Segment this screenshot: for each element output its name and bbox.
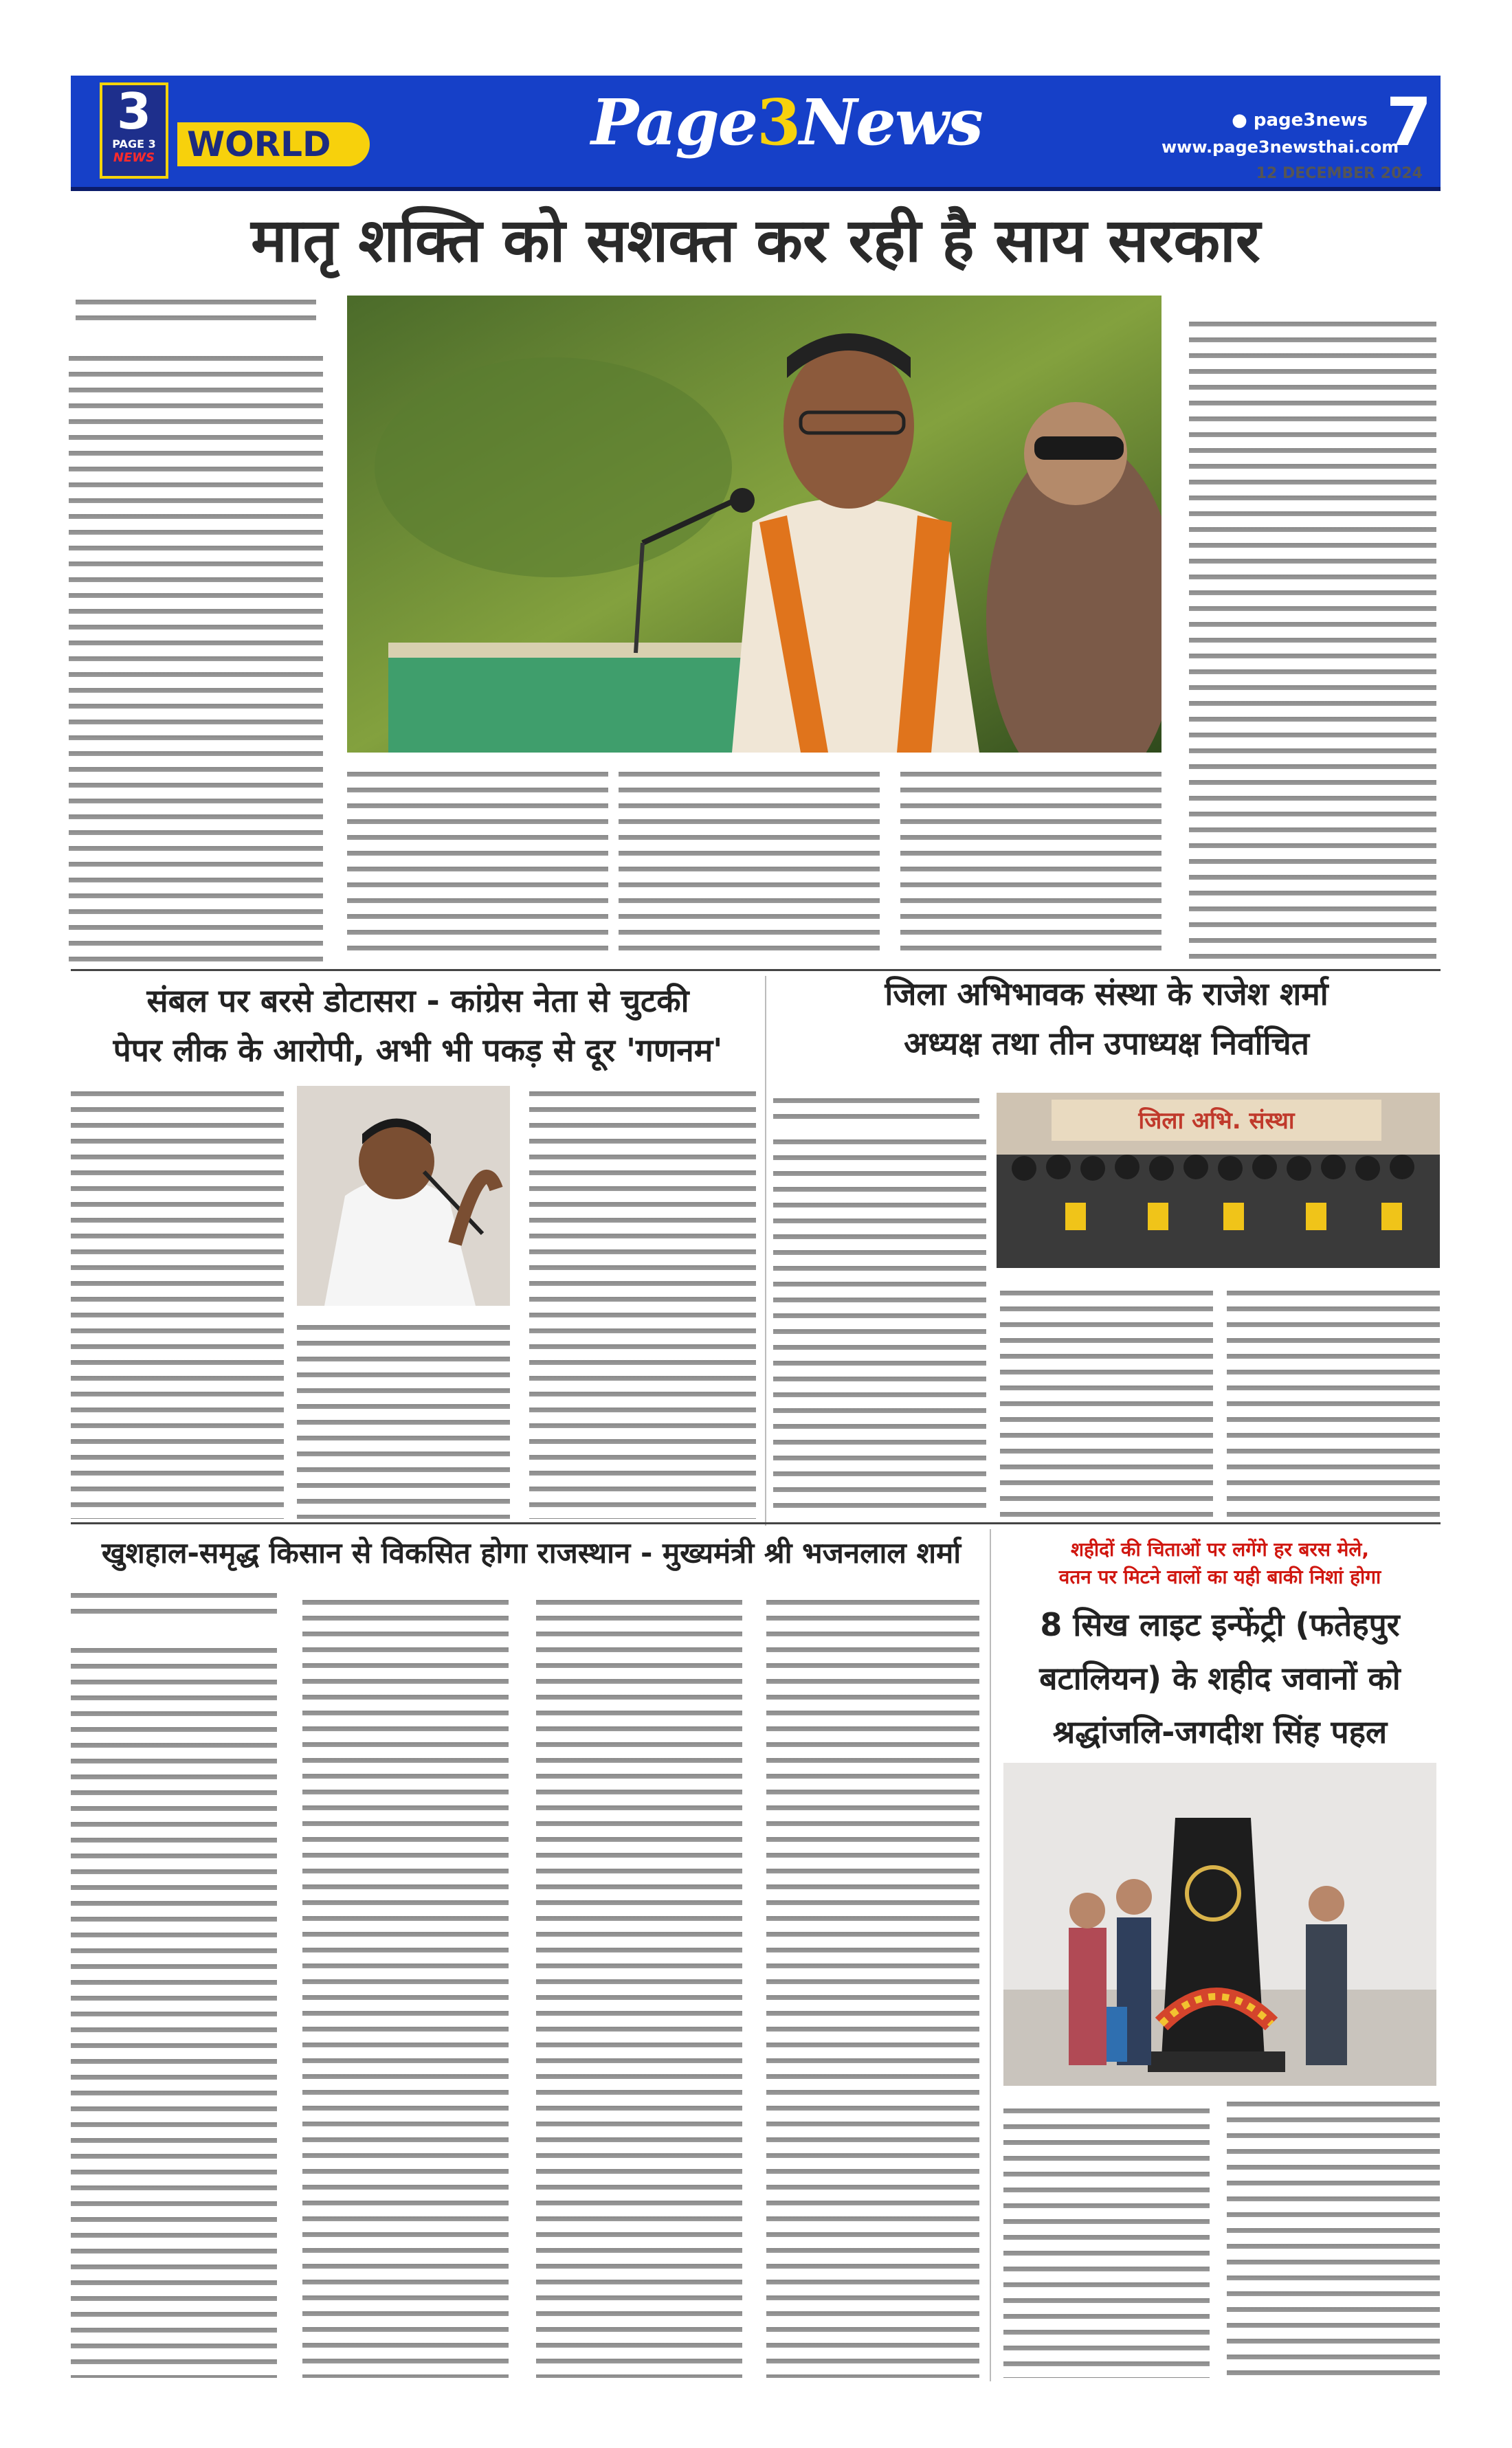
- bottom-left-column-3: [536, 1594, 742, 2378]
- lead-column-5: [1189, 316, 1436, 962]
- story-right-byline: [773, 1093, 979, 1120]
- story-right-headline-line1: जिला अभिभावक संस्था के राजेश शर्मा: [885, 975, 1328, 1012]
- issue-date: 12 DECEMBER 2024: [1256, 165, 1423, 182]
- website-url: www.page3newsthai.com: [1161, 137, 1399, 157]
- logo-sub2: NEWS: [113, 151, 155, 165]
- story-bottom-right-kicker: [1000, 1536, 1440, 1591]
- logo-number: 3: [116, 82, 152, 140]
- lead-column-2: [347, 766, 608, 959]
- story-bottom-left-byline: [71, 1588, 277, 1622]
- story-left-headline: [71, 976, 765, 1075]
- story-bottom-right-headline-line1: 8 सिख लाइट इन्फेंट्री (फतेहपुर: [1040, 1606, 1400, 1643]
- story-right-headline: [773, 969, 1440, 1068]
- story-bottom-right-headline: [1000, 1598, 1440, 1759]
- kicker-line1: शहीदों की चिताओं पर लगेंगे हर बरस मेले,: [1070, 1538, 1370, 1561]
- bottom-left-column-2: [302, 1594, 509, 2378]
- story-left-column-1: [71, 1086, 284, 1519]
- story-right-column-2: [1000, 1285, 1213, 1519]
- lead-column-4: [900, 766, 1161, 959]
- masthead-contact: [1161, 110, 1399, 157]
- masthead-title: [591, 81, 982, 164]
- lead-headline: मातृ शक्ति को सशक्त कर रही है साय सरकार: [251, 205, 1260, 276]
- column-divider-1: [765, 976, 766, 1526]
- story-right-column-3: [1227, 1285, 1440, 1519]
- story-bottom-left-headline: खुशहाल-समृद्ध किसान से विकसित होगा राजस्थान - मुख्यमंत्री श्री भजनलाल शर्मा: [101, 1536, 961, 1570]
- masthead-title-three: 3: [757, 85, 800, 159]
- section-divider-2: [71, 1522, 1441, 1524]
- story-left-headline-line1: संबल पर बरसे डोटासरा - कांग्रेस नेता से चुटकी: [146, 982, 689, 1019]
- event-banner-text: जिला अभि. संस्था: [1138, 1107, 1295, 1135]
- column-divider-2: [990, 1529, 991, 2381]
- story-right-column-1: [773, 1134, 986, 1519]
- bottom-right-column-2: [1227, 2096, 1440, 2378]
- page-number: 7: [1386, 84, 1432, 161]
- story-bottom-right-headline-line3: श्रद्धांजलि-जगदीश सिंह पहल: [1052, 1713, 1388, 1750]
- masthead-title-suffix: News: [799, 85, 982, 159]
- story-right-photo: [997, 1093, 1440, 1268]
- story-bottom-right-headline-line2: बटालियन) के शहीद जवानों को: [1039, 1660, 1401, 1697]
- section-tag: WORLD: [177, 122, 370, 166]
- lead-column-3: [619, 766, 880, 959]
- lead-photo: [347, 296, 1161, 753]
- story-bottom-right-photo: [1003, 1763, 1436, 2086]
- story-left-headline-line2: पेपर लीक के आरोपी, अभी भी पकड़ से दूर 'गणनम': [113, 1032, 723, 1069]
- bottom-left-column-4: [766, 1594, 979, 2378]
- masthead-title-prefix: Page: [591, 85, 757, 159]
- page3-logo: [100, 82, 168, 179]
- lead-byline: [76, 294, 316, 335]
- social-handle: ● page3news: [1232, 110, 1368, 131]
- story-left-photo: [297, 1086, 510, 1306]
- logo-sub: PAGE 3: [112, 137, 156, 151]
- bottom-right-column-1: [1003, 2103, 1210, 2378]
- story-left-column-2: [297, 1320, 510, 1519]
- story-right-headline-line2: अध्यक्ष तथा तीन उपाध्यक्ष निर्वाचित: [904, 1025, 1309, 1062]
- kicker-line2: वतन पर मिटने वालों का यही बाकी निशां होगा: [1058, 1566, 1381, 1588]
- story-left-column-3: [529, 1086, 756, 1519]
- bottom-left-column-1: [71, 1643, 277, 2378]
- lead-column-1: [69, 350, 323, 969]
